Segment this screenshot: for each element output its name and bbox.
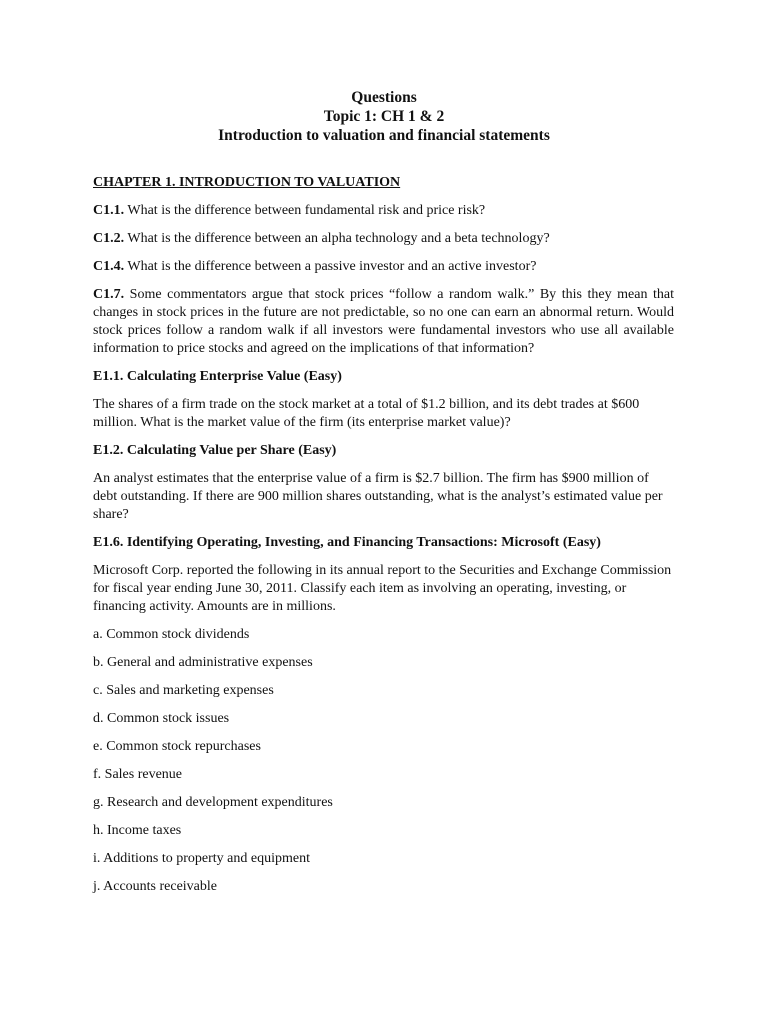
question-c1-7: [93, 286, 674, 358]
list-item: i. Additions to property and equipment: [93, 851, 310, 866]
question-number: C1.2.: [93, 231, 125, 246]
question-number: C1.1.: [93, 203, 125, 218]
question-text: What is the difference between an alpha technology and a beta technology?: [124, 231, 550, 246]
question-c1-1: [93, 202, 674, 220]
title-subject: Introduction to valuation and financial statements: [218, 127, 550, 144]
list-item: d. Common stock issues: [93, 711, 230, 726]
list-item: j. Accounts receivable: [93, 879, 218, 894]
question-text: What is the difference between a passive investor and an active investor?: [124, 259, 537, 274]
document-title-block: [0, 88, 768, 145]
exercise-e1-6-text: Microsoft Corp. reported the following in its annual report to the Securities and Exchange Commission for fiscal year ending June 30, 2011. Classify each item as involving an operating, investing, or financing activity. Amounts are in millions.: [93, 563, 672, 614]
exercise-e1-6-heading: E1.6. Identifying Operating, Investing, and Financing Transactions: Microsoft (Easy): [93, 535, 601, 550]
list-item: f. Sales revenue: [93, 767, 183, 782]
question-text: Some commentators argue that stock prices “follow a random walk.” By this they mean that changes in stock prices in the future are not predictable, so no one can earn an abnormal return. Would stock prices follow a random walk if all investors were fundamental investors who use all available information to price stocks and agreed on the implications of that information?: [93, 287, 674, 356]
question-number: C1.4.: [93, 259, 125, 274]
title-topic: Topic 1: CH 1 & 2: [323, 108, 445, 125]
question-c1-2: [93, 230, 674, 248]
list-item: g. Research and development expenditures: [93, 795, 333, 810]
exercise-e1-2-text: An analyst estimates that the enterprise value of a firm is $2.7 billion. The firm has $900 million of debt outstanding. If there are 900 million shares outstanding, what is the analyst’s estimated value per share?: [93, 471, 663, 522]
exercise-e1-1-heading: E1.1. Calculating Enterprise Value (Easy): [93, 369, 342, 384]
list-item: b. General and administrative expenses: [93, 655, 313, 670]
document-body: [93, 174, 674, 906]
title-questions: Questions: [351, 89, 417, 106]
list-item: c. Sales and marketing expenses: [93, 683, 274, 698]
list-item: e. Common stock repurchases: [93, 739, 261, 754]
question-c1-4: [93, 258, 674, 276]
list-item: h. Income taxes: [93, 823, 182, 838]
chapter-heading: CHAPTER 1. INTRODUCTION TO VALUATION: [93, 175, 401, 190]
question-number: C1.7.: [93, 287, 125, 302]
exercise-e1-2-heading: E1.2. Calculating Value per Share (Easy): [93, 443, 337, 458]
question-text: What is the difference between fundamental risk and price risk?: [124, 203, 486, 218]
list-item: a. Common stock dividends: [93, 627, 250, 642]
exercise-e1-1-text: The shares of a firm trade on the stock market at a total of $1.2 billion, and its debt trades at $600 million. What is the market value of the firm (its enterprise market value)?: [93, 397, 640, 430]
